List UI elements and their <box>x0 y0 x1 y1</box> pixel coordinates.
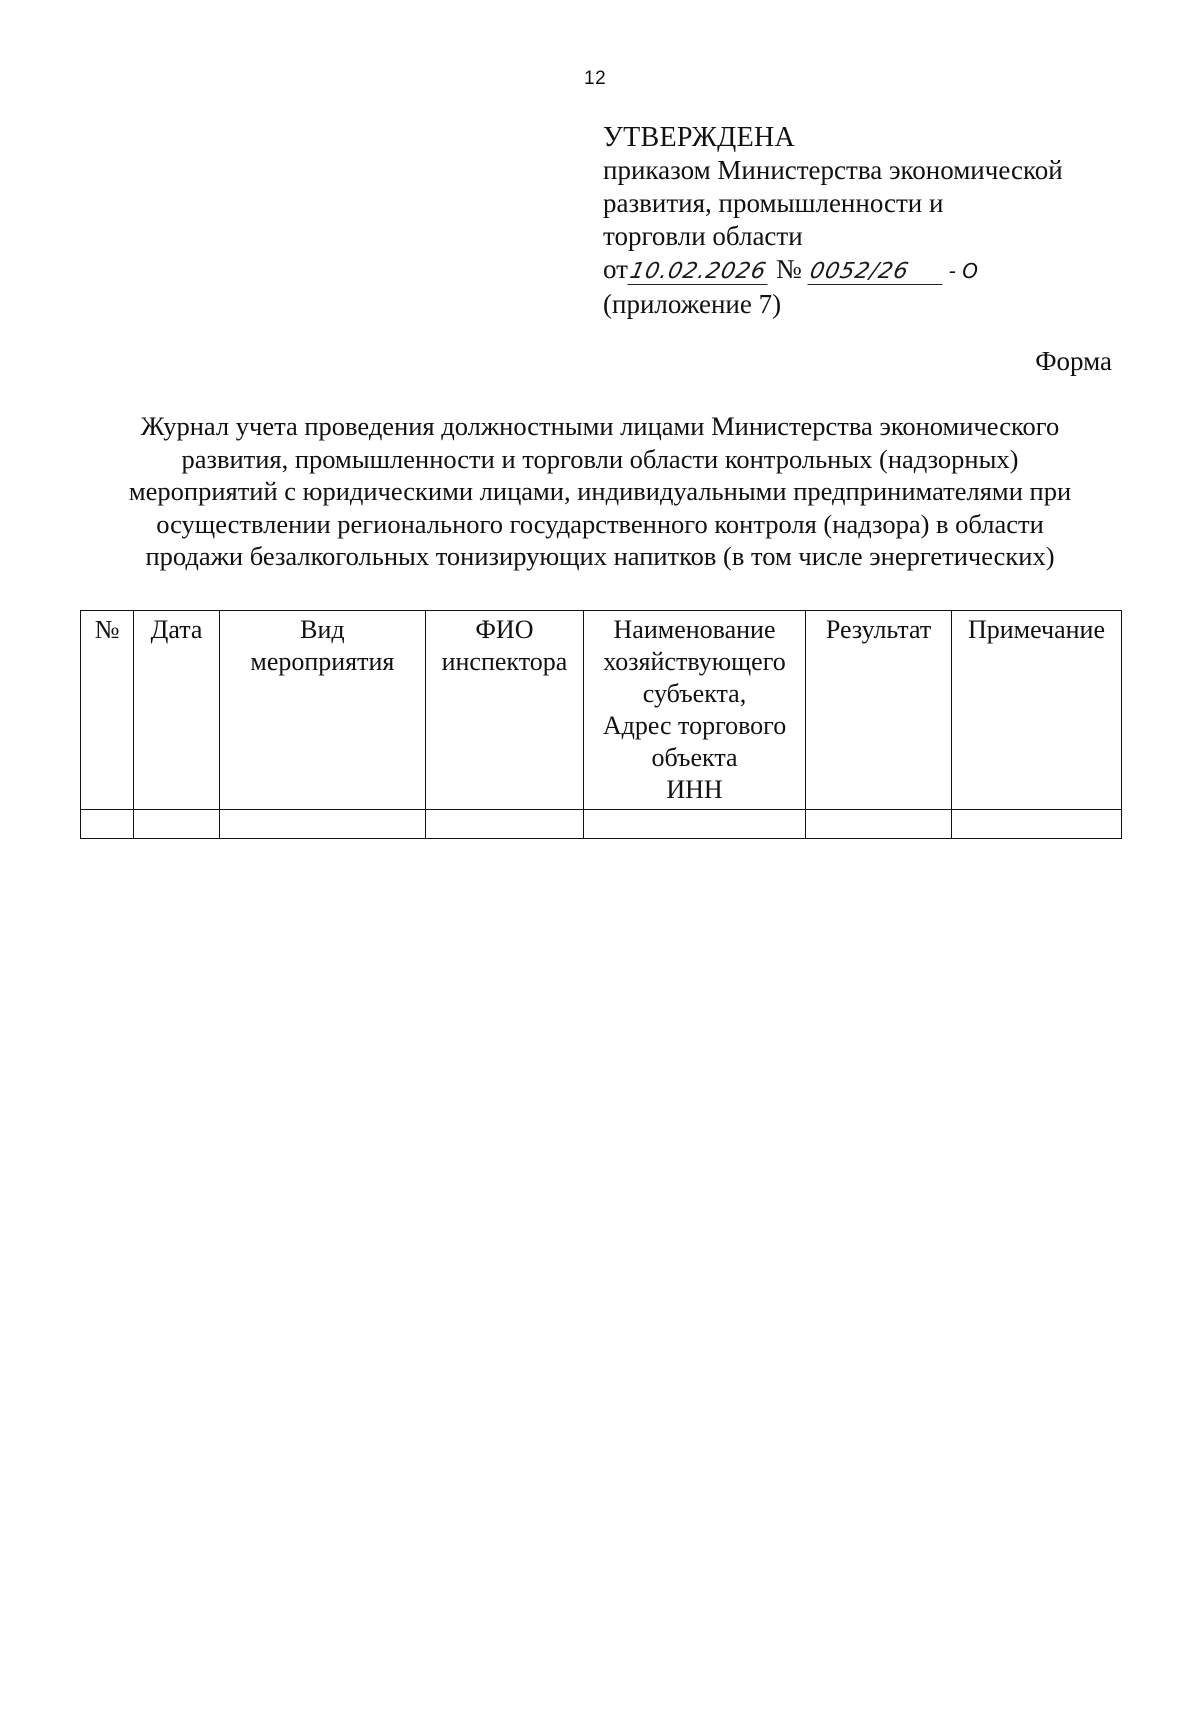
title-line-5: продажи безалкогольных тонизирующих напитков (в том числе энергетических) <box>145 541 1055 571</box>
column-header-number-text: № <box>94 615 120 644</box>
table-header-row <box>81 611 1122 810</box>
column-header-entity <box>583 611 805 810</box>
column-header-inspector-line-1: ФИО <box>475 615 534 644</box>
approval-block <box>603 121 1123 321</box>
form-label: Форма <box>1035 346 1112 376</box>
table-row <box>81 810 1122 839</box>
column-header-event-type <box>219 611 425 810</box>
column-header-number <box>81 611 134 810</box>
column-header-entity-line-5: объекта <box>651 743 738 772</box>
appendix-note: (приложение 7) <box>603 289 782 319</box>
date-prefix: от <box>603 254 628 284</box>
handwritten-number-suffix: - О <box>948 259 979 283</box>
column-header-inspector <box>425 611 583 810</box>
approval-line-1: приказом Министерства экономической <box>603 155 1063 185</box>
handwritten-number: 0052/26 <box>807 260 947 285</box>
column-header-result-text: Результат <box>825 615 932 644</box>
table-cell <box>81 810 134 839</box>
order-date-number-line <box>603 253 1123 288</box>
column-header-event-type-line-1: Вид <box>300 615 345 644</box>
column-header-entity-line-1: Наименование <box>613 615 776 644</box>
approval-line-3: торговли области <box>603 221 803 251</box>
table-cell <box>134 810 219 839</box>
column-header-note <box>951 611 1121 810</box>
column-header-date-text: Дата <box>150 615 203 644</box>
table-cell <box>806 810 952 839</box>
approval-title: УТВЕРЖДЕНА <box>603 122 796 153</box>
table-cell <box>425 810 583 839</box>
handwritten-date: 10.02.2026 <box>627 260 772 285</box>
column-header-result <box>806 611 952 810</box>
approval-line-2: развития, промышленности и <box>603 188 944 218</box>
table-cell <box>951 810 1121 839</box>
number-sign: № <box>775 254 802 284</box>
column-header-event-type-line-2: мероприятия <box>250 647 395 676</box>
column-header-note-text: Примечание <box>967 615 1105 644</box>
title-line-4: осуществлении регионального государственного контроля (надзора) в области <box>156 508 1044 539</box>
journal-table <box>80 610 1122 839</box>
title-line-2: развития, промышленности и торговли области контрольных (надзорных) <box>181 443 1019 474</box>
column-header-entity-line-3: субъекта, <box>642 679 747 708</box>
title-line-1: Журнал учета проведения должностными лицами Министерства экономического <box>140 411 1060 441</box>
column-header-entity-line-2: хозяйствующего <box>603 647 786 676</box>
column-header-entity-line-6: ИНН <box>666 775 723 804</box>
table-cell <box>583 810 805 839</box>
title-line-3: мероприятий с юридическими лицами, индивидуальными предпринимателями при <box>128 476 1072 506</box>
page-number: 12 <box>584 68 607 89</box>
column-header-date <box>134 611 219 810</box>
table-cell <box>219 810 425 839</box>
column-header-entity-line-4: Адрес торгового <box>602 711 787 740</box>
column-header-inspector-line-2: инспектора <box>441 647 568 676</box>
document-title <box>80 410 1120 573</box>
